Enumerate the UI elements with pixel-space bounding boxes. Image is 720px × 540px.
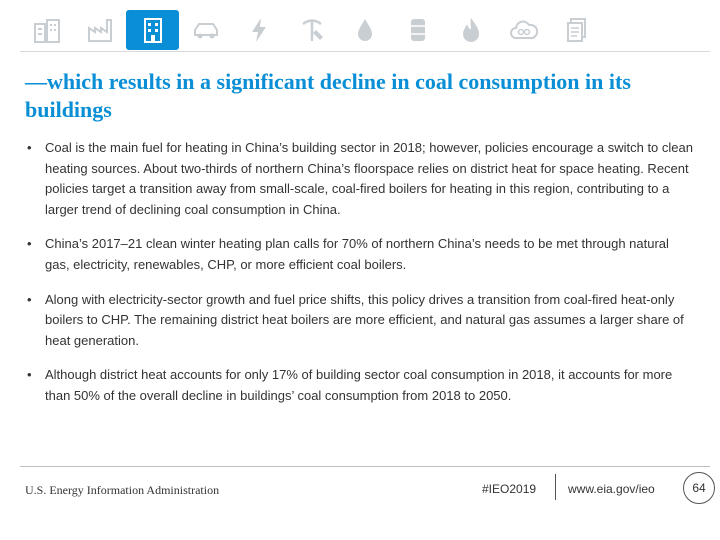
nav-reports[interactable] bbox=[550, 10, 603, 50]
co2-cloud-icon bbox=[510, 16, 538, 44]
nav-industry[interactable] bbox=[73, 10, 126, 50]
footer-url-link[interactable]: www.eia.gov/ieo bbox=[568, 482, 655, 496]
bullet-text: Coal is the main fuel for heating in China’s building sector in 2018; however, policies encourage a switch to clean heating sources. About two-thirds of northern China’s floorspace relies on district heat for space heating. Recent policies target a transition away from small-scale, coal-fired boilers for heating in this region, contributing to a larger trend of declining coal consumption in China. bbox=[45, 140, 693, 217]
buildings-icon bbox=[33, 16, 61, 44]
bullet-item bbox=[25, 290, 697, 352]
barrel-icon bbox=[404, 16, 432, 44]
mining-tools-icon bbox=[298, 16, 326, 44]
flame-icon bbox=[457, 16, 485, 44]
bullet-marker: • bbox=[27, 140, 32, 155]
nav-coal[interactable] bbox=[285, 10, 338, 50]
nav-commercial[interactable] bbox=[126, 10, 179, 50]
nav-liquids[interactable] bbox=[338, 10, 391, 50]
bullet-list bbox=[25, 138, 697, 407]
nav-transportation[interactable] bbox=[179, 10, 232, 50]
footer-separator bbox=[555, 474, 556, 500]
nav-buildings[interactable] bbox=[20, 10, 73, 50]
bullet-text: China’s 2017–21 clean winter heating plan calls for 70% of northern China’s needs to be met through natural gas, electricity, renewables, CHP, or more efficient coal boilers. bbox=[45, 236, 669, 272]
footer-organization: U.S. Energy Information Administration bbox=[25, 483, 220, 497]
nav-petroleum[interactable] bbox=[391, 10, 444, 50]
car-icon bbox=[192, 16, 220, 44]
bullet-item bbox=[25, 365, 697, 406]
oil-drop-icon bbox=[351, 16, 379, 44]
bullet-item bbox=[25, 138, 697, 220]
bullet-text: Although district heat accounts for only 17% of building sector coal consumption in 2018, it accounts for more than 50% of the overall decline in buildings’ coal consumption from 2018 to 2050. bbox=[45, 367, 673, 403]
nav-emissions[interactable] bbox=[497, 10, 550, 50]
bullet-marker: • bbox=[27, 291, 32, 307]
bullet-text: Along with electricity-sector growth and fuel price shifts, this policy drives a transition from coal-fired heat-only boilers to CHP. The remaining district heat boilers are more efficient, and natural gas assumes a larger share of heat generation. bbox=[45, 291, 684, 348]
nav-natural-gas[interactable] bbox=[444, 10, 497, 50]
electricity-icon bbox=[245, 16, 273, 44]
industry-icon bbox=[86, 16, 114, 44]
nav-electricity[interactable] bbox=[232, 10, 285, 50]
header-divider bbox=[20, 51, 710, 52]
footer-divider bbox=[20, 466, 710, 467]
slide-title: —which results in a significant decline in coal consumption in its buildings bbox=[25, 69, 631, 122]
footer-hashtag: #IEO2019 bbox=[482, 482, 537, 496]
sector-icon-bar bbox=[20, 10, 710, 50]
bullet-marker: • bbox=[27, 236, 32, 252]
bullet-item bbox=[25, 234, 697, 275]
page-number-badge: 64 bbox=[683, 472, 715, 504]
commercial-building-icon bbox=[139, 16, 167, 44]
bullet-marker: • bbox=[27, 367, 32, 383]
documents-icon bbox=[563, 16, 591, 44]
